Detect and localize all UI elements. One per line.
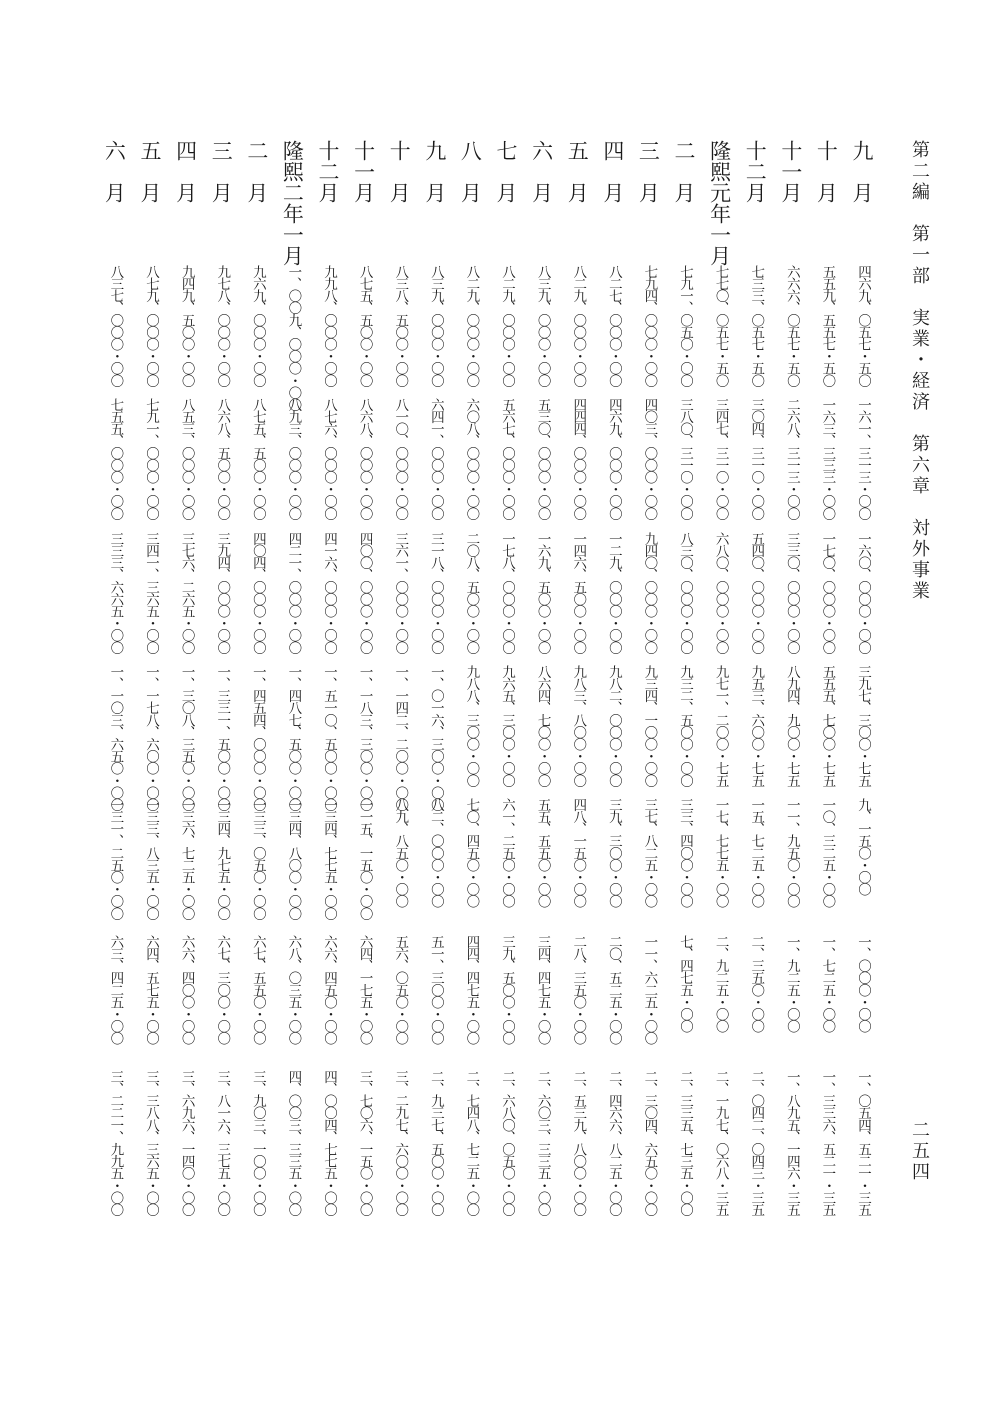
table-cell: 八六四、七〇〇・〇〇 bbox=[534, 665, 551, 787]
table-cell: 八七九、〇〇〇・〇〇 bbox=[143, 265, 159, 387]
month-label: 十二月 bbox=[316, 140, 340, 203]
table-cell: 九七八、〇〇〇・〇〇 bbox=[214, 265, 231, 387]
table-cell: 三、二二一、九九五・〇〇 bbox=[107, 1070, 124, 1216]
table-cell: 三四七、三一〇・〇〇 bbox=[712, 398, 729, 520]
table-cell: 七三三、〇五七・五〇 bbox=[748, 265, 765, 387]
month-label: 隆熙二年一月 bbox=[280, 140, 305, 266]
table-cell: 八三九、〇〇〇・〇〇 bbox=[427, 265, 444, 387]
table-cell: 六六、四〇〇・〇〇 bbox=[178, 935, 195, 1044]
table-cell: 五五九、五五七・五〇 bbox=[819, 265, 836, 387]
table-cell: 一、〇一六、三〇〇・〇〇 bbox=[427, 665, 444, 811]
table-cell: 三三〇、〇〇〇・〇〇 bbox=[783, 532, 800, 654]
month-label: 十 月 bbox=[814, 140, 839, 203]
table-cell: 五四〇、〇〇〇・〇〇 bbox=[748, 532, 765, 654]
table-cell: 三三、四〇〇・〇〇 bbox=[677, 798, 693, 907]
table-cell: 九六五、三〇〇・〇〇 bbox=[499, 665, 515, 787]
table-cell: 九、一五〇・〇〇 bbox=[855, 798, 871, 895]
table-cell: 六〇八、〇〇〇・〇〇 bbox=[463, 398, 480, 520]
table-cell: 八二九、〇〇〇・〇〇 bbox=[570, 265, 587, 387]
table-cell: 一六九、五〇〇・〇〇 bbox=[534, 532, 551, 654]
table-cell: 八五三、〇〇〇・〇〇 bbox=[178, 398, 195, 520]
month-label: 五 月 bbox=[565, 140, 590, 203]
table-cell: 八六八、〇〇〇・〇〇 bbox=[356, 398, 373, 520]
month-label: 五 月 bbox=[138, 140, 162, 203]
table-cell: 二、三五〇・〇〇 bbox=[748, 935, 765, 1032]
table-cell: 三一八、〇〇〇・〇〇 bbox=[427, 532, 444, 654]
table-cell: 一一五、一五〇・〇〇 bbox=[356, 798, 373, 920]
month-label: 九 月 bbox=[850, 140, 874, 203]
table-cell: 一二九、〇〇〇・〇〇 bbox=[605, 532, 622, 654]
table-cell: 八三〇、〇〇〇・〇〇 bbox=[677, 532, 693, 654]
table-cell: 九八八、三〇〇・〇〇 bbox=[463, 665, 480, 787]
table-cell: 二六八、三一三・〇〇 bbox=[783, 398, 800, 520]
table-cell: 七、四七五・〇〇 bbox=[677, 935, 693, 1032]
table-cell: 一、九二五・〇〇 bbox=[783, 935, 800, 1032]
table-cell: 二〇八、五〇〇・〇〇 bbox=[463, 532, 480, 654]
month-label: 隆熙元年一月 bbox=[707, 140, 732, 266]
table-cell: 三四一、三六五・〇〇 bbox=[143, 532, 159, 654]
table-cell: 六四一、〇〇〇・〇〇 bbox=[427, 398, 444, 520]
table-cell: 七七〇、〇五七・五〇 bbox=[712, 265, 729, 387]
table-cell: 五六、〇五〇・〇〇 bbox=[392, 935, 409, 1044]
table-cell: 一〇、三二五・〇〇 bbox=[819, 798, 836, 907]
table-cell: 九四九、五〇〇・〇〇 bbox=[178, 265, 195, 387]
table-cell: 一三三、〇五〇・〇〇 bbox=[249, 798, 266, 920]
table-cell: 一六三、三三三・〇〇 bbox=[819, 398, 836, 520]
table-cell: 一三四、七七五・〇〇 bbox=[321, 798, 337, 920]
month-label: 十 月 bbox=[387, 140, 412, 203]
table-cell: 一、四八七、五〇〇・〇〇 bbox=[285, 665, 302, 811]
table-cell: 一、一八三、三〇〇・〇〇 bbox=[356, 665, 373, 811]
table-cell: 六六六、〇五七・五〇 bbox=[783, 265, 800, 387]
table-cell: 七九一、〇〇〇・〇〇 bbox=[143, 398, 159, 520]
table-cell: 八九三、〇〇〇・〇〇 bbox=[285, 398, 302, 520]
table-cell: 八七五、五〇〇・〇〇 bbox=[249, 398, 266, 520]
table-cell: 六一、二五〇・〇〇 bbox=[499, 798, 515, 907]
month-label: 四 月 bbox=[173, 140, 198, 203]
table-cell: 五六七、〇〇〇・〇〇 bbox=[499, 398, 515, 520]
table-cell: 四八、一五〇・〇〇 bbox=[570, 798, 587, 907]
table-cell: 三三三、六六五・〇〇 bbox=[107, 532, 124, 654]
table-cell: 一六一、三一三・〇〇 bbox=[855, 398, 871, 520]
table-cell: 三八〇、三一〇・〇〇 bbox=[677, 398, 693, 520]
table-cell: 一一、九五〇・〇〇 bbox=[783, 798, 800, 907]
table-cell: 四一六、〇〇〇・〇〇 bbox=[321, 532, 337, 654]
table-cell: 三、二九七、六〇〇・〇〇 bbox=[392, 1070, 409, 1216]
table-cell: 一、七二五・〇〇 bbox=[819, 935, 836, 1032]
table-cell: 一、三三一、五〇〇・〇〇 bbox=[214, 665, 231, 811]
table-cell: 一、三〇八、三五〇・〇〇 bbox=[178, 665, 195, 811]
table-cell: 四四四、〇〇〇・〇〇 bbox=[570, 398, 587, 520]
table-cell: 四二一、〇〇〇・〇〇 bbox=[285, 532, 302, 654]
table-cell: 九五三、六〇〇・七五 bbox=[748, 665, 765, 787]
table-cell: 九七一、二〇〇・七五 bbox=[712, 665, 729, 787]
table-cell: 一、三三六、五二一・三五 bbox=[819, 1070, 836, 1216]
table-cell: 一五、七二五・〇〇 bbox=[748, 798, 765, 907]
table-cell: 四〇三、〇〇〇・〇〇 bbox=[641, 398, 658, 520]
table-cell: 五五五、七〇〇・七五 bbox=[819, 665, 836, 787]
table-cell: 二、〇四二、〇四三・三五 bbox=[748, 1070, 765, 1216]
table-cell: 八三八、五〇〇・〇〇 bbox=[392, 265, 409, 387]
month-label: 九 月 bbox=[422, 140, 447, 203]
table-cell: 三九、五〇〇・〇〇 bbox=[499, 935, 515, 1044]
table-cell: 一六〇、〇〇〇・〇〇 bbox=[855, 532, 871, 654]
table-cell: 六七、三〇〇・〇〇 bbox=[214, 935, 231, 1044]
table-cell: 九四〇、〇〇〇・〇〇 bbox=[641, 532, 658, 654]
table-cell: 八三九、〇〇〇・〇〇 bbox=[534, 265, 551, 387]
table-cell: 三、七〇六、一五〇・〇〇 bbox=[356, 1070, 373, 1216]
table-cell: 八六八、五〇〇・〇〇 bbox=[214, 398, 231, 520]
table-cell: 四六九、〇五七・五〇 bbox=[855, 265, 871, 387]
table-cell: 一、〇〇〇・〇〇 bbox=[855, 935, 871, 1032]
month-label: 三 月 bbox=[636, 140, 661, 203]
table-cell: 二八、三五〇・〇〇 bbox=[570, 935, 587, 1044]
table-cell: 二、七四八、七二五・〇〇 bbox=[463, 1070, 480, 1216]
table-cell: 一七、七七五・〇〇 bbox=[712, 798, 729, 907]
table-cell: 三七六、二六五・〇〇 bbox=[178, 532, 195, 654]
table-cell: 八七六、〇〇〇・〇〇 bbox=[321, 398, 337, 520]
table-cell: 三七、八二五・〇〇 bbox=[641, 798, 658, 907]
month-label: 十二月 bbox=[743, 140, 768, 203]
page-number: 二五四 bbox=[909, 1120, 930, 1183]
table-cell: 三〇四、三一〇・〇〇 bbox=[748, 398, 765, 520]
table-cell: 三、三八八、三六五・〇〇 bbox=[143, 1070, 159, 1216]
table-cell: 一、八九五、一四六・三五 bbox=[783, 1070, 800, 1216]
table-cell: 四四、四七五・〇〇 bbox=[463, 935, 480, 1044]
table-cell: 八二、〇〇〇・〇〇 bbox=[427, 798, 444, 907]
table-cell: 三、八一六、三七五・〇〇 bbox=[214, 1070, 231, 1216]
table-cell: 一、四五四、〇〇〇・〇〇 bbox=[249, 665, 266, 811]
table-cell: 六六、四五〇・〇〇 bbox=[321, 935, 337, 1044]
month-label: 八 月 bbox=[458, 140, 483, 203]
month-label: 二 月 bbox=[244, 140, 269, 203]
table-cell: 三九、三〇〇・〇〇 bbox=[605, 798, 622, 907]
table-cell: 八三七、〇〇〇・〇〇 bbox=[107, 265, 124, 387]
table-cell: 六七、五五〇・〇〇 bbox=[249, 935, 266, 1044]
table-cell: 二、四六六、八二五・〇〇 bbox=[605, 1070, 622, 1216]
month-label: 三 月 bbox=[209, 140, 234, 203]
table-cell: 八一〇、〇〇〇・〇〇 bbox=[392, 398, 409, 520]
table-cell: 一、一七八、六〇〇・〇〇 bbox=[143, 665, 159, 811]
running-title: 第二編 第一部 実業・経済 第六章 対外事業 bbox=[909, 140, 930, 602]
table-cell: 六四、一七五・〇〇 bbox=[356, 935, 373, 1044]
table-cell: 一三六、七二五・〇〇 bbox=[178, 798, 195, 920]
table-cell: 一一、六二五・〇〇 bbox=[641, 935, 658, 1044]
table-cell: 一三三、八三五・〇〇 bbox=[143, 798, 159, 920]
month-label: 七 月 bbox=[494, 140, 518, 203]
month-label: 六 月 bbox=[102, 140, 127, 203]
table-cell: 一三四、八〇〇・〇〇 bbox=[285, 798, 302, 920]
table-cell: 八二九、〇〇〇・〇〇 bbox=[499, 265, 515, 387]
month-label: 六 月 bbox=[529, 140, 554, 203]
table-cell: 六三、四二五・〇〇 bbox=[107, 935, 124, 1044]
table-cell: 九八三、八〇〇・〇〇 bbox=[570, 665, 587, 787]
table-cell: 五一、三〇〇・〇〇 bbox=[427, 935, 444, 1044]
table-cell: 九三二、五〇〇・〇〇 bbox=[677, 665, 693, 787]
table-cell: 二、六〇三、三三五・〇〇 bbox=[534, 1070, 551, 1216]
table-cell: 三、六九六、一四〇・〇〇 bbox=[178, 1070, 195, 1216]
table-cell: 四〇〇、〇〇〇・〇〇 bbox=[356, 532, 373, 654]
table-cell: 一、一〇三、六五〇・〇〇 bbox=[107, 665, 124, 811]
table-cell: 二、三〇四、六五〇・〇〇 bbox=[641, 1070, 658, 1216]
table-cell: 七九一、〇五〇・〇〇 bbox=[677, 265, 693, 387]
table-cell: 四六九、〇〇〇・〇〇 bbox=[605, 398, 622, 520]
table-cell: 三、九〇三、一〇〇・〇〇 bbox=[249, 1070, 266, 1216]
table-cell: 八九、八五〇・〇〇 bbox=[392, 798, 409, 907]
table-cell: 二、一九七、〇六八・三五 bbox=[712, 1070, 729, 1216]
table-cell: 一七八、〇〇〇・〇〇 bbox=[499, 532, 515, 654]
table-cell: 四〇四、〇〇〇・〇〇 bbox=[249, 532, 266, 654]
table-cell: 二、九三七、五〇〇・〇〇 bbox=[427, 1070, 444, 1216]
table-cell: 二、六八〇、〇五〇・〇〇 bbox=[499, 1070, 515, 1216]
table-cell: 三九四、〇〇〇・〇〇 bbox=[214, 532, 231, 654]
table-cell: 三六一、〇〇〇・〇〇 bbox=[392, 532, 409, 654]
table-cell: 一、〇五四、五二一・三五 bbox=[855, 1070, 871, 1216]
table-cell: 八二七、〇〇〇・〇〇 bbox=[605, 265, 622, 387]
table-cell: 四、〇〇四、七七五・〇〇 bbox=[321, 1070, 337, 1216]
table-cell: 八九四、九〇〇・七五 bbox=[783, 665, 800, 787]
month-label: 十一月 bbox=[778, 140, 803, 203]
table-cell: 一、五一〇、五〇〇・〇〇 bbox=[321, 665, 337, 811]
table-cell: 六八、〇三五・〇〇 bbox=[285, 935, 302, 1044]
table-cell: 一、〇〇九、〇〇〇・〇〇 bbox=[285, 265, 302, 411]
table-cell: 四、〇〇三、三三五・〇〇 bbox=[285, 1070, 302, 1216]
table-cell: 六八〇、〇〇〇・〇〇 bbox=[712, 532, 729, 654]
table-cell: 六四、五七五・〇〇 bbox=[143, 935, 159, 1044]
table-cell: 二〇、五二五・〇〇 bbox=[605, 935, 622, 1044]
table-cell: 九六九、〇〇〇・〇〇 bbox=[249, 265, 266, 387]
table-cell: 九三四、一〇〇・〇〇 bbox=[641, 665, 658, 787]
table-cell: 二、五三九、八〇〇・〇〇 bbox=[570, 1070, 587, 1216]
table-cell: 一三一、二五〇・〇〇 bbox=[107, 798, 124, 920]
table-cell: 一、一四二、二〇〇・〇〇 bbox=[392, 665, 409, 811]
table-cell: 五三〇、〇〇〇・〇〇 bbox=[534, 398, 551, 520]
table-cell: 七九四、〇〇〇・〇〇 bbox=[641, 265, 658, 387]
table-cell: 三九七、三〇〇・七五 bbox=[855, 665, 871, 787]
month-label: 四 月 bbox=[600, 140, 625, 203]
table-cell: 九八二、〇〇〇・〇〇 bbox=[605, 665, 622, 787]
table-cell: 八七五、五〇〇・〇〇 bbox=[356, 265, 373, 387]
month-label: 二 月 bbox=[672, 140, 696, 203]
table-cell: 七〇、四五〇・〇〇 bbox=[463, 798, 480, 907]
table-cell: 八二九、〇〇〇・〇〇 bbox=[463, 265, 480, 387]
table-cell: 一七〇、〇〇〇・〇〇 bbox=[819, 532, 836, 654]
table-cell: 三四、四七五・〇〇 bbox=[534, 935, 551, 1044]
table-cell: 五五、五五〇・〇〇 bbox=[534, 798, 551, 907]
table-cell: 九九八、〇〇〇・〇〇 bbox=[321, 265, 337, 387]
table-cell: 二、九二五・〇〇 bbox=[712, 935, 729, 1032]
table-cell: 七五五、〇〇〇・〇〇 bbox=[107, 398, 124, 520]
month-label: 十一月 bbox=[351, 140, 376, 203]
table-cell: 一三四、九七五・〇〇 bbox=[214, 798, 231, 920]
table-cell: 一四六、五〇〇・〇〇 bbox=[570, 532, 587, 654]
table-cell: 二、三三五、七三五・〇〇 bbox=[677, 1070, 693, 1216]
